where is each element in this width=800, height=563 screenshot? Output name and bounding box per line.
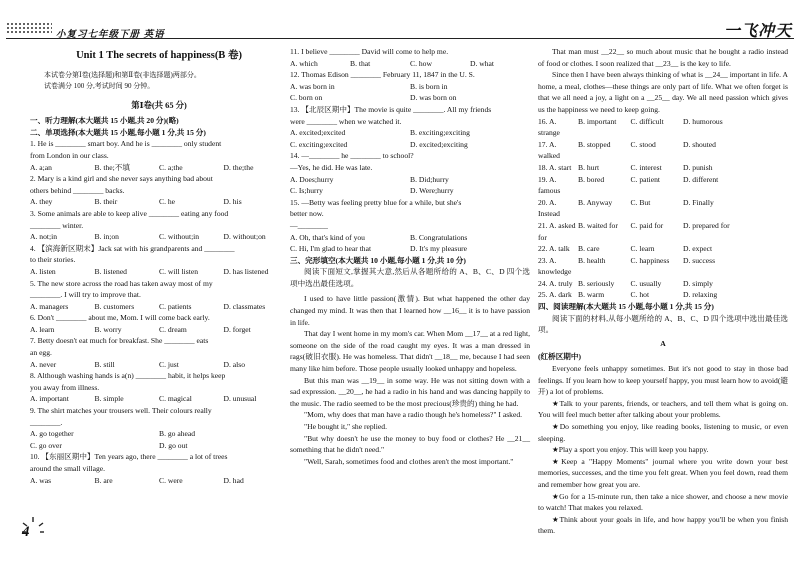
answer-option: C. born on bbox=[290, 93, 323, 103]
answer-option: C. dream bbox=[159, 324, 187, 334]
question-stem: —________ bbox=[290, 220, 328, 230]
header-divider bbox=[6, 38, 794, 39]
section-heading: 二、单项选择(本大题共 15 小题,每小题 1 分,共 15 分) bbox=[30, 127, 206, 137]
answer-option: A. not;in bbox=[30, 232, 58, 242]
passage-paragraph: "He bought it," she replied. bbox=[304, 422, 387, 431]
brand-logo: 一飞冲天 bbox=[723, 23, 792, 40]
option-row bbox=[30, 162, 288, 174]
answer-option: B. is born in bbox=[410, 81, 448, 91]
passage-paragraph: But this man was __19__ in some way. He was not sitting down with a sad expression. __20__, he had a radio in his hand and was dancing happily to the music. The radio seemed to be the most precious(珍贵的) thing he had. bbox=[290, 375, 530, 408]
question-stem: 11. I believe ________ David will come to help me. bbox=[290, 47, 449, 56]
cloze-passage-continued bbox=[538, 46, 788, 116]
answer-option: B. go ahead bbox=[159, 429, 196, 439]
answer-option: B. important bbox=[578, 116, 617, 126]
option-row bbox=[290, 232, 530, 255]
question-stem: others behind ________ backs. bbox=[30, 185, 125, 195]
question-stem: 12. Thomas Edison ________ February 11, 1847 in the U. S. bbox=[290, 70, 475, 80]
cloze-option-row bbox=[538, 289, 788, 301]
section-heading: 一、听力理解(本大题共 15 小题,共 20 分)(略) bbox=[30, 116, 179, 126]
answer-option: D. excited;exciting bbox=[410, 139, 468, 149]
option-row bbox=[290, 174, 530, 197]
answer-option: C. learn bbox=[630, 244, 655, 254]
passage-paragraph: "Well, Sarah, sometimes food and clothes aren't the most important." bbox=[304, 456, 514, 466]
question-stem: ________. bbox=[30, 417, 63, 427]
answer-option: D. expect bbox=[683, 244, 713, 254]
answer-option: B. the;不填 bbox=[94, 162, 130, 172]
answer-option: A. Does;hurry bbox=[290, 174, 334, 184]
reading-paragraph: ★Talk to your parents, friends, or teachers, and tell them what is going on. You will feel much better after talking about your problems. bbox=[538, 398, 788, 420]
answer-option: B. still bbox=[94, 359, 115, 369]
answer-option: B. their bbox=[94, 197, 118, 207]
option-row bbox=[30, 393, 288, 405]
column-left bbox=[30, 46, 288, 486]
header-dot-pattern bbox=[6, 22, 52, 34]
answer-option: D. different bbox=[683, 174, 719, 184]
answer-option: D. It's my pleasure bbox=[410, 244, 468, 254]
answer-option: B. worry bbox=[94, 324, 122, 334]
reading-passage bbox=[538, 363, 788, 537]
answer-option: B. bored bbox=[578, 174, 605, 184]
option-row bbox=[30, 324, 288, 336]
answer-option: C. Hi, I'm glad to hear that bbox=[290, 244, 372, 254]
intro-line: 试卷满分 100 分,考试时间 90 分钟。 bbox=[44, 81, 155, 90]
answer-option: A. important bbox=[30, 394, 69, 404]
answer-option: A. managers bbox=[30, 301, 69, 311]
answer-option: C. without;in bbox=[159, 232, 200, 242]
answer-option: D. prepared for bbox=[683, 220, 730, 230]
question-stem: 1. He is ________ smart boy. And he is ________ only student bbox=[30, 139, 222, 149]
question-stem: 5. The new store across the road has taken away most of my bbox=[30, 278, 213, 288]
passage-paragraph: Since then I have been always thinking of what is __24__ important in life. A home, a meal, clothes—these things are only part of life. What we often forget is that we all need a joy, a light on a __25__ day. We all need passion which gives us the happiness we need to keep going. bbox=[538, 70, 788, 114]
option-row bbox=[30, 266, 288, 278]
question-stem: 13. 【北辰区期中】The movie is quite ________. All my friends bbox=[290, 104, 492, 114]
answer-option: B. are bbox=[94, 475, 113, 485]
answer-option: A. go together bbox=[30, 429, 74, 439]
answer-option: C. patient bbox=[630, 174, 661, 184]
option-row bbox=[30, 359, 288, 371]
answer-option: D. Were;hurry bbox=[410, 186, 454, 196]
page-number: 4 bbox=[22, 524, 30, 540]
answer-option: B. waited for bbox=[578, 220, 618, 230]
option-row bbox=[30, 301, 288, 313]
passage-label: A bbox=[660, 338, 666, 348]
answer-option: C. he bbox=[159, 197, 176, 207]
answer-option: D. relaxing bbox=[683, 290, 718, 300]
answer-option: 19. A. famous bbox=[538, 174, 561, 196]
passage-paragraph: I used to have little passion(激情). But what happened the other day changed my mind. It was then that I learned how __16__ it is to have passion in life. bbox=[290, 294, 530, 327]
question-stem: 7. Betty doesn't eat much for breakfast. She ________ eats bbox=[30, 336, 209, 346]
answer-option: 25. A. dark bbox=[538, 290, 572, 300]
answer-option: D. simply bbox=[683, 278, 713, 288]
answer-option: B. customers bbox=[94, 301, 135, 311]
answer-option: 18. A. start bbox=[538, 162, 572, 172]
answer-option: 23. A. knowledge bbox=[538, 255, 572, 277]
reading-paragraph: Everyone feels unhappy sometimes. But it's not good to stay in those bad feelings. If you learn how to keep yourself happy, you must learn how to avoid(避开) a lot of problems. bbox=[538, 364, 788, 397]
answer-option: D. had bbox=[223, 475, 244, 485]
answer-option: D. without;on bbox=[223, 232, 266, 242]
answer-option: A. learn bbox=[30, 324, 55, 334]
cloze-option-row bbox=[538, 243, 788, 255]
answer-option: D. was born on bbox=[410, 93, 457, 103]
question-stem: —Yes, he did. He was late. bbox=[290, 162, 373, 172]
question-stem: 15. —Betty was feeling pretty blue for a while, but she's bbox=[290, 197, 462, 207]
header-title: 小复习七年级下册 英语 bbox=[56, 29, 165, 40]
question-stem: 8. Although washing hands is a(n) ________ habit, it helps keep bbox=[30, 371, 226, 381]
answer-option: 22. A. talk bbox=[538, 244, 570, 254]
answer-option: D. shouted bbox=[683, 139, 716, 149]
cloze-option-row bbox=[538, 116, 788, 139]
cloze-option-row bbox=[538, 278, 788, 290]
answer-option: D. also bbox=[223, 359, 246, 369]
answer-option: C. go over bbox=[30, 440, 62, 450]
passage-paragraph: That man must __22__ so much about music that he bought a radio instead of food or clothes. I soon realized that __23__ is the key to life. bbox=[538, 47, 788, 68]
answer-option: B. listened bbox=[94, 266, 127, 276]
reading-paragraph: ★Keep a "Happy Moments" journal where you write down your best memories, successes, and the time you felt great. When you feel down, read them and remember how great you are. bbox=[538, 456, 788, 489]
answer-option: B. simple bbox=[94, 394, 124, 404]
answer-option: D. the;the bbox=[223, 162, 254, 172]
reading-paragraph: ★Do something you enjoy, like reading books, listening to music, or even sleeping. bbox=[538, 422, 788, 443]
answer-option: B. that bbox=[350, 58, 371, 68]
answer-option: 17. A. walked bbox=[538, 139, 560, 161]
answer-option: D. what bbox=[470, 58, 495, 68]
answer-option: A. listen bbox=[30, 266, 56, 276]
answer-option: C. paid for bbox=[630, 220, 664, 230]
answer-option: D. Finally bbox=[683, 197, 714, 207]
cloze-option-row bbox=[538, 255, 788, 278]
passage-paragraph: "But why doesn't he use the money to buy food or clothes? He __21__ something that he didn't need." bbox=[290, 433, 530, 455]
section-heading: 三、完形填空(本大题共 10 小题,每小题 1 分,共 10 分) bbox=[290, 255, 466, 265]
answer-option: C. exciting;excited bbox=[290, 139, 348, 149]
unit-title: Unit 1 The secrets of happiness(B 卷) bbox=[76, 50, 242, 61]
answer-option: C. will listen bbox=[159, 266, 199, 276]
question-stem: 10. 【东丽区期中】Ten years ago, there ________ a lot of trees bbox=[30, 452, 228, 462]
question-list bbox=[290, 46, 530, 255]
answer-option: D. humorous bbox=[683, 116, 723, 126]
answer-option: C. just bbox=[159, 359, 179, 369]
option-row bbox=[290, 58, 530, 70]
answer-option: A. was bbox=[30, 475, 52, 485]
passage-paragraph: "Mom, why does that man have a radio though he's homeless?" I asked. bbox=[304, 410, 523, 420]
passage-paragraph: That day I went home in my mom's car. When Mom __17__ at a red light, someone on the side of the road caught my eyes. It was a man dressed in rags(破旧衣服). He was homeless. That didn't __18__ me, because I had seen many like him before. Those people usually looked unhappy and hopeless. bbox=[290, 329, 530, 374]
question-stem: 9. The shirt matches your trousers well. Their colours really bbox=[30, 406, 212, 416]
answer-option: B. care bbox=[578, 244, 600, 254]
answer-option: C. hot bbox=[630, 290, 650, 300]
answer-option: D. forget bbox=[223, 324, 251, 334]
question-stem: better now. bbox=[290, 209, 324, 219]
answer-option: B. seriously bbox=[578, 278, 615, 288]
answer-option: D. classmates bbox=[223, 301, 266, 311]
answer-option: C. happiness bbox=[630, 255, 670, 265]
question-stem: ________ winter. bbox=[30, 220, 84, 230]
reading-paragraph: ★Go for a 15-minute run, then take a nice shower, and choose a new movie to watch! That makes you relaxed. bbox=[538, 491, 788, 513]
question-list bbox=[30, 138, 288, 486]
answer-option: D. go out bbox=[159, 440, 188, 450]
answer-option: A. which bbox=[290, 58, 318, 68]
reading-paragraph: ★Think about your goals in life, and how happy you'll be when you finish them. bbox=[538, 514, 788, 536]
question-stem: were ________ when we watched it. bbox=[290, 116, 402, 126]
reading-paragraph: ★Play a sport you enjoy. This will keep you happy. bbox=[552, 445, 709, 455]
answer-option: D. unusual bbox=[223, 394, 257, 404]
question-stem: around the small village. bbox=[30, 464, 106, 473]
option-row bbox=[290, 81, 530, 104]
option-row bbox=[30, 475, 288, 487]
answer-option: A. excited;excited bbox=[290, 128, 346, 138]
question-stem: 6. Don't ________ about me, Mom. I will come back early. bbox=[30, 313, 210, 323]
cloze-option-row bbox=[538, 174, 788, 197]
answer-option: B. Congratulations bbox=[410, 232, 468, 242]
answer-option: 21. A. asked for bbox=[538, 220, 576, 242]
answer-option: C. But bbox=[630, 197, 651, 207]
part-title: 第Ⅰ卷(共 65 分) bbox=[131, 100, 187, 110]
question-stem: 3. Some animals are able to keep alive ________ eating any food bbox=[30, 208, 229, 218]
answer-option: B. Did;hurry bbox=[410, 174, 449, 184]
answer-option: B. stopped bbox=[578, 139, 611, 149]
option-row bbox=[30, 231, 288, 243]
answer-option: 16. A. strange bbox=[538, 116, 560, 138]
answer-option: B. exciting;exciting bbox=[410, 128, 470, 138]
answer-option: 20. A. Instead bbox=[538, 197, 560, 219]
answer-option: C. a;the bbox=[159, 162, 183, 172]
option-row bbox=[290, 127, 530, 150]
answer-option: 24. A. truly bbox=[538, 278, 573, 288]
option-row bbox=[30, 196, 288, 208]
cloze-option-row bbox=[538, 197, 788, 220]
answer-option: C. magical bbox=[159, 394, 192, 404]
cloze-option-row bbox=[538, 220, 788, 243]
answer-option: D. punish bbox=[683, 162, 713, 172]
section-heading: 四、阅读理解(本大题共 15 小题,每小题 1 分,共 15 分) bbox=[538, 302, 714, 312]
question-stem: 14. —________ he ________ to school? bbox=[290, 151, 414, 161]
answer-option: C. interest bbox=[630, 162, 662, 172]
answer-option: A. a;an bbox=[30, 162, 52, 172]
column-right bbox=[538, 46, 788, 537]
question-stem: 2. Mary is a kind girl and she never says anything bad about bbox=[30, 174, 213, 184]
answer-option: C. difficult bbox=[630, 116, 664, 126]
section-instruction: 阅读下面短文,掌握其大意,然后从各题所给的 A、B、C、D 四个选项中选出最佳选项。 bbox=[290, 267, 530, 288]
cloze-options bbox=[538, 116, 788, 302]
cloze-passage bbox=[290, 293, 530, 467]
question-stem: 4. 【滨海新区期末】Jack sat with his grandparents and ________ bbox=[30, 243, 235, 253]
answer-option: A. Oh, that's kind of you bbox=[290, 232, 365, 242]
answer-option: D. success bbox=[683, 255, 716, 265]
answer-option: B. Anyway bbox=[578, 197, 613, 207]
option-row bbox=[30, 428, 288, 451]
question-stem: you away from illness. bbox=[30, 382, 100, 392]
question-stem: ________. I will try to improve that. bbox=[30, 290, 141, 300]
answer-option: A. was born in bbox=[290, 81, 335, 91]
answer-option: C. patients bbox=[159, 301, 192, 311]
question-stem: from London in our class. bbox=[30, 150, 109, 160]
cloze-option-row bbox=[538, 162, 788, 174]
intro-line: 本试卷分第Ⅰ卷(选择题)和第Ⅱ卷(非选择题)两部分。 bbox=[44, 70, 201, 79]
answer-option: C. how bbox=[410, 58, 432, 68]
answer-option: C. were bbox=[159, 475, 183, 485]
cloze-option-row bbox=[538, 139, 788, 162]
answer-option: B. in;on bbox=[94, 232, 119, 242]
answer-option: B. health bbox=[578, 255, 606, 265]
section-instruction: 阅读下面的材料,从每小题所给的 A、B、C、D 四个选项中选出最佳选项。 bbox=[538, 313, 788, 335]
answer-option: C. usually bbox=[630, 278, 662, 288]
answer-option: B. hurt bbox=[578, 162, 600, 172]
page-header bbox=[0, 0, 800, 40]
question-stem: an egg. bbox=[30, 348, 52, 358]
answer-option: C. Is;hurry bbox=[290, 186, 323, 196]
answer-option: C. stood bbox=[630, 139, 656, 149]
question-stem: to their stories. bbox=[30, 255, 76, 265]
answer-option: A. never bbox=[30, 359, 57, 369]
answer-option: D. has listened bbox=[223, 266, 269, 276]
answer-option: A. they bbox=[30, 197, 53, 207]
answer-option: B. warm bbox=[578, 290, 605, 300]
column-middle bbox=[290, 46, 530, 467]
answer-option: D. his bbox=[223, 197, 242, 207]
passage-source: (红桥区期中) bbox=[538, 352, 582, 362]
